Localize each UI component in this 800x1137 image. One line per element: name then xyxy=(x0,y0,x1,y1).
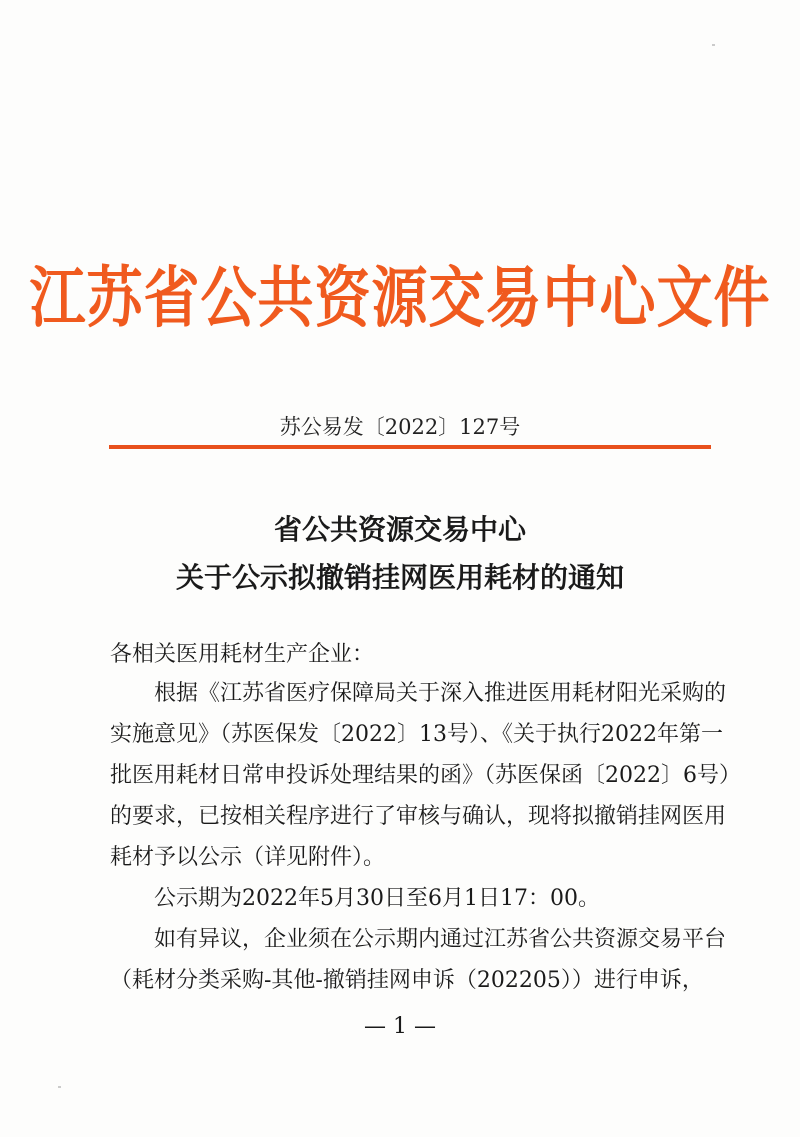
document-number: 苏公易发〔2022〕127号 xyxy=(279,415,521,439)
body-line: 公示期为2022年5月30日至6月1日17：00。 xyxy=(110,886,600,911)
document-header-title: 江苏省公共资源交易中心文件 xyxy=(29,260,771,337)
body-line: 批医用耗材日常申投诉处理结果的函》（苏医保函〔2022〕6号） xyxy=(110,763,741,788)
body-line: 耗材予以公示（详见附件）。 xyxy=(110,845,386,870)
body-line: 的要求，已按相关程序进行了审核与确认，现将拟撤销挂网医用 xyxy=(110,804,727,829)
body-line: 根据《江苏省医疗保障局关于深入推进医用耗材阳光采购的 xyxy=(110,681,727,706)
notice-title-line-2: 关于公示拟撤销挂网医用耗材的通知 xyxy=(175,561,624,594)
body-line: 如有异议，企业须在公示期内通过江苏省公共资源交易平台 xyxy=(110,927,727,952)
body-line: （耗材分类采购-其他-撤销挂网申诉（202205））进行申诉， xyxy=(110,968,704,993)
salutation: 各相关医用耗材生产企业： xyxy=(110,642,375,667)
header-divider-rule xyxy=(109,445,711,449)
page-number: — 1 — xyxy=(364,1014,436,1039)
scan-speck xyxy=(712,44,715,46)
scan-speck xyxy=(58,1086,61,1088)
body-line: 实施意见》（苏医保发〔2022〕13号）、《关于执行2022年第一 xyxy=(110,722,723,747)
notice-title-line-1: 省公共资源交易中心 xyxy=(273,513,526,546)
